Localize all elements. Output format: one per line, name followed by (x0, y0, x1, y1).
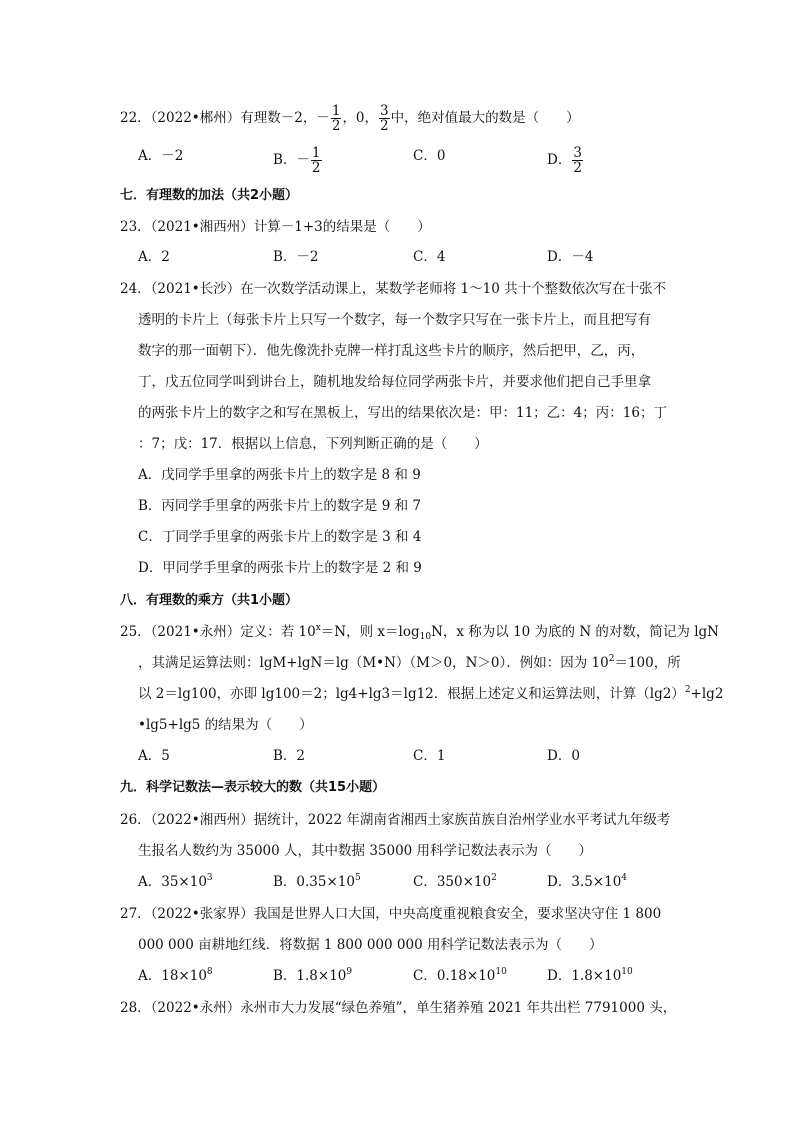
q25-option-b: B．2 (273, 748, 306, 764)
q26-option-a-exp: 3 (206, 873, 213, 883)
q24-option-d: D．甲同学手里拿的两张卡片上的数字是 2 和 9 (138, 560, 422, 576)
q24-line-6: ：7；戊：17．根据以上信息，下列判断正确的是（ ） (138, 436, 488, 452)
section-heading-7: 七．有理数的加法（共2小题） (120, 188, 299, 203)
q26-line-2: 生报名人数约为 35000 人，其中数据 35000 用科学记数法表示为（ ） (138, 843, 593, 859)
section-heading-9: 九．科学记数法—表示较大的数（共15小题） (120, 780, 386, 795)
q25-line-3-a: 以 2＝lg100，亦即 lg100＝2；lg4+lg3＝lg12．根据上述定义和运算法则，计算（lg2） (138, 686, 685, 702)
q22-fraction-1-den: 2 (331, 118, 341, 134)
q22-fraction-1 (331, 104, 342, 133)
q25-line-2-a: ，其满足运算法则：lgM+lgN＝lg（M•N）（M＞0，N＞0）．例如：因为 10 (138, 655, 609, 671)
q26-option-b (273, 872, 361, 892)
q22-mid: ，0， (342, 110, 379, 126)
q25-line-1 (120, 622, 719, 642)
q25-line-1-a: 25．（2021•永州）定义：若 10 (120, 624, 316, 640)
q22-option-d (547, 146, 584, 175)
q25-line-1-c: N，x 称为以 10 为底的 N 的对数，简记为 lgN (431, 624, 719, 640)
q27-option-a (138, 966, 213, 986)
q22-fraction-2-den: 2 (380, 118, 389, 134)
q25-line-2-b: ＝100，所 (614, 655, 681, 671)
q25-line-3-b: +lg2 (690, 686, 724, 702)
q26-option-c-text: C．350×10 (413, 874, 492, 890)
section-heading-8: 八．有理数的乘方（共1小题） (120, 593, 299, 608)
q22-option-d-fraction (572, 146, 583, 175)
q25-line-1-b: ＝N，则 x＝log (320, 624, 420, 640)
q22-option-d-num: 3 (573, 145, 582, 161)
q25-line-4: •lg5+lg5 的结果为（ ） (138, 717, 313, 733)
q22-stem (120, 104, 580, 133)
q22-option-d-den: 2 (573, 160, 582, 176)
q23-option-c: C．4 (413, 249, 446, 265)
q25-line-2 (138, 653, 681, 673)
q22-prefix: 22．（2022•郴州）有理数－2， (120, 110, 317, 126)
q24-option-a: A．戊同学手里拿的两张卡片上的数字是 8 和 9 (138, 467, 421, 483)
q25-option-c: C．1 (413, 748, 446, 764)
q24-line-2: 透明的卡片上（每张卡片上只写一个数字，每一个数字只写在一张卡片上，而且把写有 (138, 312, 651, 328)
q27-line-1: 27．（2022•张家界）我国是世界人口大国，中央高度重视粮食安全，要求坚决守住 1 800 (120, 906, 662, 922)
q26-option-b-text: B．0.35×10 (273, 874, 355, 890)
q27-option-a-text: A．18×10 (138, 968, 207, 984)
q23-option-b: B．－2 (273, 249, 319, 265)
q27-line-2: 000 000 亩耕地红线．将数据 1 800 000 000 用科学记数法表示为（ ） (138, 937, 603, 953)
q22-option-b-prefix: B．－ (273, 152, 310, 168)
q26-line-1: 26．（2022•湘西州）据统计，2022 年湖南省湘西土家族苗族自治州学业水平考试九年级考 (120, 812, 671, 828)
q27-option-d-text: D．1.8×10 (547, 968, 622, 984)
q27-option-d-exp: 10 (621, 967, 633, 977)
q24-line-5: 的两张卡片上的数字之和写在黑板上，写出的结果依次是：甲：11；乙：4；丙：16；丁 (138, 405, 667, 421)
q27-option-d (547, 966, 633, 986)
q27-option-b-exp: 9 (346, 967, 353, 977)
q25-option-d: D．0 (547, 748, 580, 764)
q24-line-1: 24．（2021•长沙）在一次数学活动课上，某数学老师将 1～10 共十个整数依次写在十张不 (120, 281, 667, 297)
q26-option-b-exp: 5 (354, 873, 361, 883)
q25-line-3 (138, 684, 723, 704)
q25-line-1-sub: 10 (419, 632, 432, 642)
q22-suffix: 中，绝对值最大的数是（ ） (390, 110, 580, 126)
q23-option-d: D．－4 (547, 249, 594, 265)
q24-line-3: 数字的那一面朝下）．他先像洗扑克牌一样打乱这些卡片的顺序，然后把甲，乙，丙， (138, 343, 645, 359)
q26-option-c (413, 872, 497, 892)
q22-option-b-fraction (311, 146, 322, 175)
q24-option-b: B．丙同学手里拿的两张卡片上的数字是 9 和 7 (138, 498, 421, 514)
q26-option-d-text: D．3.5×10 (547, 874, 622, 890)
q22-option-c: C．0 (413, 148, 446, 164)
q27-option-b (273, 966, 352, 986)
q25-line-2-sup: 2 (608, 654, 615, 664)
q22-option-b-den: 2 (311, 160, 321, 176)
q26-option-d (547, 872, 627, 892)
q22-option-a: A．－2 (138, 148, 184, 164)
q28-line-1: 28．（2022•永州）永州市大力发展“绿色养殖”，单生猪养殖 2021 年共出栏 7791000 头， (120, 1000, 677, 1016)
q22-option-b-num: 1 (311, 145, 321, 161)
q24-option-c: C．丁同学手里拿的两张卡片上的数字是 3 和 4 (138, 529, 422, 545)
q22-fraction-2-num: 3 (380, 103, 389, 119)
q23-option-a: A．2 (138, 249, 170, 265)
q22-minus: － (316, 110, 330, 126)
q27-option-a-exp: 8 (206, 967, 213, 977)
q25-line-3-sup: 2 (684, 685, 691, 695)
q22-option-b (273, 146, 323, 175)
q25-option-a: A．5 (138, 748, 170, 764)
q27-option-b-text: B．1.8×10 (273, 968, 347, 984)
q26-option-d-exp: 4 (621, 873, 628, 883)
q22-fraction-1-num: 1 (331, 103, 341, 119)
q26-option-a-text: A．35×10 (138, 874, 207, 890)
q24-line-4: 丁，戊五位同学叫到讲台上，随机地发给每位同学两张卡片，并要求他们把自己手里拿 (138, 374, 651, 390)
q27-option-c-text: C．0.18×10 (413, 968, 496, 984)
q27-option-c (413, 966, 507, 986)
q25-line-1-sup: x (315, 623, 321, 633)
q22-fraction-2 (379, 104, 390, 133)
q22-option-d-prefix: D． (547, 152, 572, 168)
q27-option-c-exp: 10 (495, 967, 507, 977)
q26-option-c-exp: 2 (491, 873, 497, 883)
q26-option-a (138, 872, 213, 892)
q23-stem: 23．（2021•湘西州）计算－1+3的结果是（ ） (120, 219, 431, 235)
